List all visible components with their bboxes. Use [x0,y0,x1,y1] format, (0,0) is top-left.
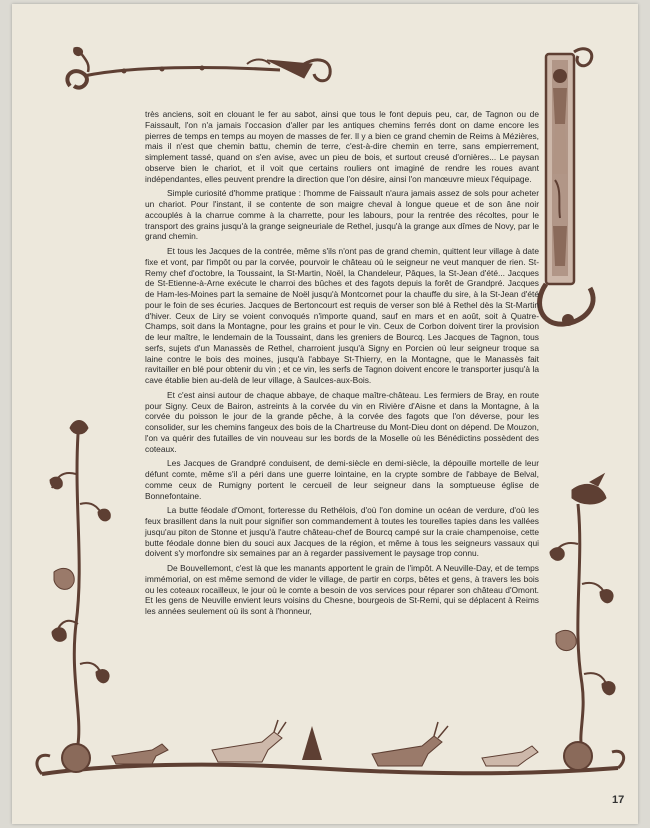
top-scroll-ornament [67,47,330,87]
magazine-page [12,4,638,824]
right-flowering-vine [550,474,615,749]
article-paragraph-6: La butte féodale d'Omont, forteresse du Rethélois, d'où l'on domine un océan de verdure, d'où les feux brasillent dans la nuit pour signifier son commandement à toutes les tourelles tapies dans les vallées jusqu'au piton de Stonne et jusqu'à l'autre château-chef de Bourcq campé sur la craie champenoise, cette butte féodale donne bien du souci aux Jacques de la région, et même à tous les seigneurs vassaux qui doivent s'y morfondre six semaines par an à regarder passivement le paysage trop connu. [145,505,539,559]
illuminated-initial-j [540,49,594,326]
article-paragraph-4: Et c'est ainsi autour de chaque abbaye, de chaque maître-château. Les fermiers de Bray, en route pour Signy. Ceux de Bairon, astreints à la corvée du vin en Rivière d'Aisne et dans la Montagne, à la corvée du poisson le jour de la grande pêche, à la corvée des fagots que l'on déverse, pour les consolider, sur les chemins fangeux des bois de la Chartreuse du Mont-Dieu dont on dépend. De Mouzon, l'on va quérir des futailles de vin nouveau sur les bords de la Moselle où les Bénédictins possèdent des coteaux. [145,389,539,454]
article-paragraph-1: très anciens, soit en clouant le fer au sabot, ainsi que tous le font depuis peu, car, de Tagnon ou de Faissault, l'on n'a jamais l'occasion d'aller par les antiques chemins ferrés dont on dame encore les pierres de temps en temps au moyen de masses de fer. Il y a bien ce grand chemin de Reims à Mézières, mais il n'est que chemin battu, chemin de terre, c'est-à-dire chemin en terre, sans empierrement, simplement tassé, quand on s'en avise, avec un pieu de bois, et surtout creusé d'ornières... Le paysan observe bien le chariot, et il voit que certains rouliers ont imaginé de rendre les roues avant indépendantes, elles peuvent prendre la direction que l'on désire, ainsi l'on manœuvre mieux l'équipage. [145,109,539,184]
article-paragraph-5: Les Jacques de Grandpré conduisent, de demi-siècle en demi-siècle, la dépouille mortelle de leur défunt comte, même s'il a péri dans une guerre lointaine, en la crypte sombre de l'abbaye de Belval, comme ceux de Rumigny portent le cercueil de leur seigneur dans la somptueuse église de Bonnefontaine. [145,458,539,501]
article-paragraph-3: Et tous les Jacques de la contrée, même s'ils n'ont pas de grand chemin, quittent leur village à date fixe et vont, par l'impôt ou par la corvée, pourvoir le château où le seigneur ne veut manquer de rien. St-Remy chef d'octobre, la Toussaint, la St-Martin, Noël, la Chandeleur, Pâques, la St-Jean d'été... Jacques de St-Etienne-à-Arne exécute le charroi des bûches et des fagots depuis la forêt de Grandpré. Jacques de Ham-les-Moines part la semaine de Noël jusqu'à Montcornet pour la chauffe du sire, à la St-Jean d'été pour le foin de ses écuries. Jacques de Bertoncourt est requis de verser son blé à Rethel dès la St-Martin d'hiver. Ceux de Liry se voient convoqués n'importe quand, sauf en mars et en août, soit à Quatre-Champs, soit dans la Montagne, pour les grains et pour le vin. Ceux de Corbon doivent tirer la provision de leur maître, le lendemain de la Toussaint, dans les greniers de Bourcq. Les Jacques de Tagnon, tous serfs, sujets d'un Manassès de Rethel, charroient jusqu'à Signy en Porcien où leur seigneur troque sa laine contre le bois des moines, jusqu'à l'abbaye St-Thierry, en la Montagne, que le Manassès fait ravitailler en blé pour obtenir du vin ; et ce vin, les serfs de Tagnon doivent encore le transporter jusqu'à la cave établie bien au-delà de leur village, à Saulces-aux-Bois. [145,246,539,385]
article-paragraph-7: De Bouvellemont, c'est là que les manants apportent le grain de l'impôt. A Neuville-Day, et de temps immémorial, on est même semond de vider le village, de partir en corps, bêtes et gens, à travers les bois ou les coteaux rocailleux, le jour où le comte a besoin de vos services pour réparer son château d'Omont. Et les gens de Neuville envient leurs voisins du Chesne, bourgeois de St-Remi, qui se déplacent à Reims les années seulement où ils sont à l'honneur, [145,563,539,616]
bottom-stag-border [37,720,624,774]
left-flowering-vine [50,421,110,745]
page-number: 17 [612,794,625,806]
article-text [145,109,539,621]
article-paragraph-2: Simple curiosité d'homme pratique : l'homme de Faissault n'aura jamais assez de sols pour acheter un chariot. Pour l'instant, il se contente de son maigre cheval à longue queue et de son âne noir accouplés à la charrue comme à la charrette, pour les labours, pour la rentrée des récoltes, pour le transport des grains jusqu'à la grange seigneuriale de Rethel, jusqu'à la grange aux dîmes de Novy, par le grand chemin. [145,188,539,242]
